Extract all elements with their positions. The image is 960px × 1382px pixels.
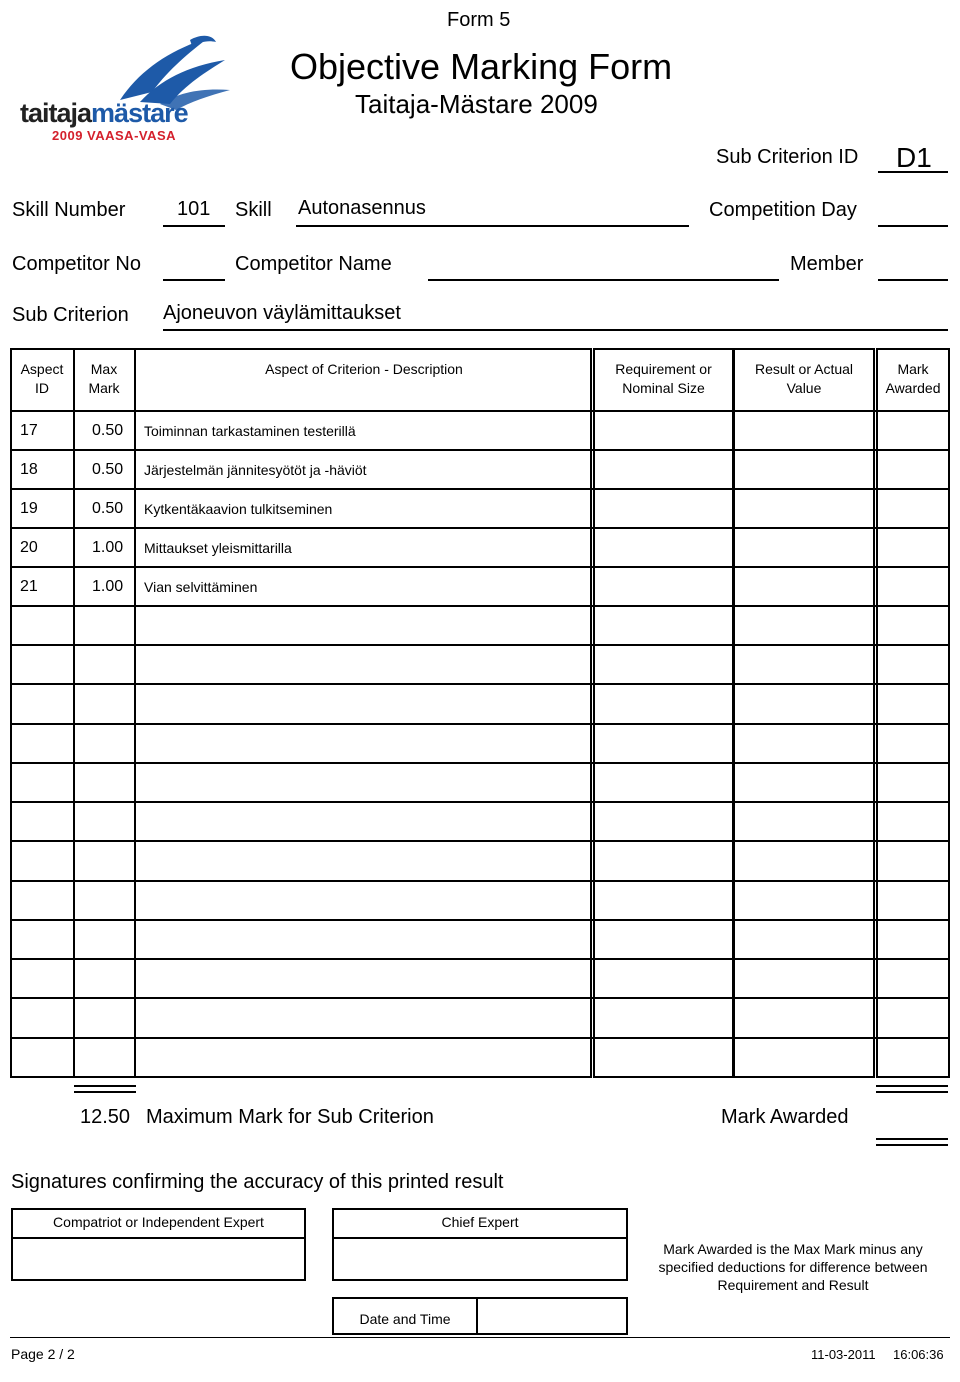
chief-divider [334, 1237, 626, 1239]
page-title: Objective Marking Form [290, 46, 673, 87]
max-total-double-line [74, 1085, 136, 1093]
skill-number-value[interactable]: 101 [177, 198, 211, 220]
row-line [10, 683, 950, 685]
sub-criterion-underline [163, 329, 948, 331]
logo-subtext: 2009 VAASA-VASA [52, 128, 177, 143]
skill-value[interactable]: Autonasennus [298, 197, 426, 219]
row-line [10, 566, 950, 568]
row-max-mark: 0.50 [92, 422, 124, 439]
date-time-box[interactable] [332, 1297, 628, 1335]
main-columns-box [10, 348, 592, 1078]
row-line [10, 997, 950, 999]
logo [20, 30, 240, 150]
form-number: Form 5 [447, 9, 511, 31]
competitor-name-label: Competitor Name [235, 253, 392, 275]
row-line [10, 527, 950, 529]
row-line [10, 762, 950, 764]
row-line [10, 488, 950, 490]
mark-awarded-label: Mark Awarded [721, 1106, 849, 1128]
row-aspect-id: 21 [20, 578, 38, 595]
logo-text-b: mästare [91, 98, 188, 128]
signatures-heading: Signatures confirming the accuracy of this printed result [11, 1171, 504, 1193]
result-column [733, 348, 875, 1078]
row-description: Toiminnan tarkastaminen testerillä [144, 423, 356, 439]
row-description: Kytkentäkaavion tulkitseminen [144, 501, 333, 517]
skill-underline [296, 225, 689, 227]
skill-number-label: Skill Number [12, 199, 126, 221]
header-result: Result or Actual Value [754, 361, 854, 396]
row-line [10, 1037, 950, 1039]
row-aspect-id: 19 [20, 500, 38, 517]
max-total-value: 12.50 [80, 1106, 131, 1128]
footer-rule [10, 1337, 950, 1338]
marking-table [10, 348, 950, 1078]
row-aspect-id: 20 [20, 539, 38, 556]
sub-criterion-id-label: Sub Criterion ID [716, 146, 859, 168]
member-field[interactable] [878, 279, 948, 281]
row-max-mark: 1.00 [92, 578, 124, 595]
row-line [10, 840, 950, 842]
sub-criterion-label: Sub Criterion [12, 304, 129, 326]
date-time-label: Date and Time [359, 1311, 451, 1327]
footer-time: 16:06:36 [893, 1347, 944, 1362]
skill-label: Skill [235, 199, 272, 221]
row-line [10, 958, 950, 960]
footer-date: 11-03-2011 [811, 1347, 876, 1362]
header-aspect-id: Aspect ID [20, 361, 64, 396]
header-description: Aspect of Criterion - Description [265, 361, 463, 377]
row-line [10, 801, 950, 803]
chief-signature-box[interactable] [332, 1208, 628, 1281]
row-description: Mittaukset yleismittarilla [144, 540, 292, 556]
row-line [10, 880, 950, 882]
row-max-mark: 0.50 [92, 500, 124, 517]
competitor-no-label: Competitor No [12, 253, 141, 275]
competition-day-field[interactable] [878, 225, 948, 227]
divider-id [73, 348, 75, 1078]
row-description: Järjestelmän jännitesyötöt ja -häviöt [144, 462, 367, 478]
row-max-mark: 1.00 [92, 539, 124, 556]
row-line [10, 919, 950, 921]
row-max-mark: 0.50 [92, 461, 124, 478]
row-line [10, 723, 950, 725]
max-total-label: Maximum Mark for Sub Criterion [146, 1106, 434, 1128]
header-max-mark: Max Mark [88, 361, 120, 396]
row-aspect-id: 17 [20, 422, 38, 439]
row-line [10, 605, 950, 607]
competitor-no-field[interactable] [163, 279, 225, 281]
header-requirement: Requirement or Nominal Size [615, 361, 712, 396]
competition-day-label: Competition Day [709, 199, 857, 221]
page-number: Page 2 / 2 [11, 1346, 75, 1362]
compatriot-label: Compatriot or Independent Expert [53, 1214, 264, 1230]
mark-awarded-note: Mark Awarded is the Max Mark minus any specified deductions for difference between Requirement and Result [658, 1241, 928, 1293]
mark-awarded-field[interactable] [876, 1138, 948, 1146]
requirement-column [593, 348, 734, 1078]
skill-number-underline [163, 225, 225, 227]
divider-max [134, 348, 136, 1078]
date-time-divider [476, 1299, 478, 1333]
page-subtitle: Taitaja-Mästare 2009 [355, 89, 598, 119]
sub-criterion-id-value: D1 [896, 142, 932, 173]
row-description: Vian selvittäminen [144, 579, 258, 595]
competitor-name-field[interactable] [428, 279, 779, 281]
sub-criterion-value: Ajoneuvon väylämittaukset [163, 302, 401, 324]
logo-text-a: taitaja [20, 98, 92, 128]
row-line [10, 449, 950, 451]
chief-label: Chief Expert [441, 1214, 519, 1230]
compatriot-divider [13, 1237, 304, 1239]
awarded-column [876, 348, 950, 1078]
header-awarded: Mark Awarded [885, 361, 941, 396]
compatriot-signature-box[interactable] [11, 1208, 306, 1281]
awarded-top-double-line [876, 1085, 948, 1093]
row-aspect-id: 18 [20, 461, 38, 478]
sub-criterion-id-underline [878, 171, 948, 173]
row-line [10, 644, 950, 646]
member-label: Member [790, 253, 864, 275]
row-line [10, 410, 950, 412]
